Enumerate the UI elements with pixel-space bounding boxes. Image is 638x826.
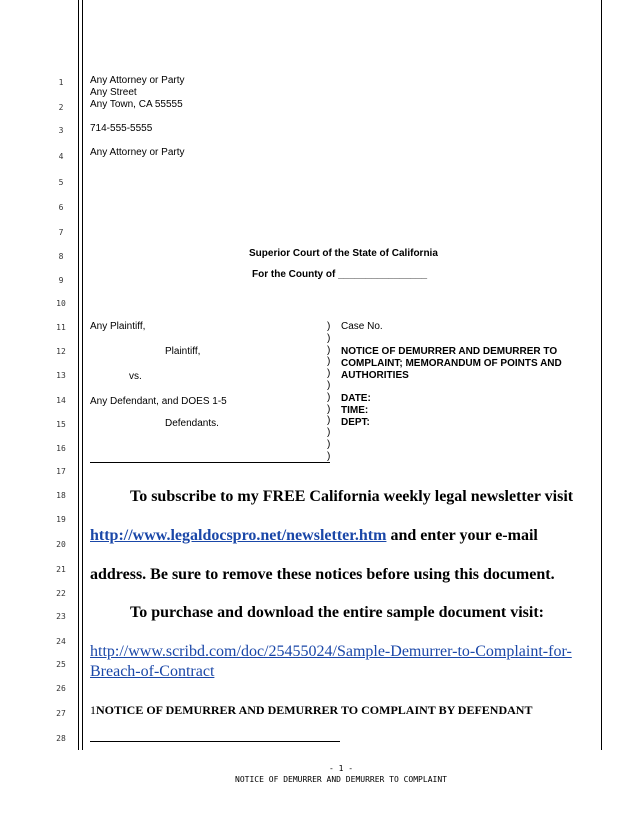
caption-bottom-rule bbox=[90, 462, 330, 463]
line-number: 23 bbox=[56, 612, 66, 621]
caption-paren: ) bbox=[327, 403, 331, 415]
court-name: Superior Court of the State of California bbox=[249, 248, 438, 259]
line-number: 7 bbox=[58, 228, 64, 237]
heading-rule bbox=[90, 741, 340, 742]
line-number: 5 bbox=[58, 178, 64, 187]
document-title-line-3: AUTHORITIES bbox=[341, 370, 409, 381]
court-county: For the County of ________________ bbox=[252, 269, 428, 280]
case-number-label: Case No. bbox=[341, 321, 383, 332]
caption-paren: ) bbox=[327, 332, 331, 344]
caption-paren: ) bbox=[327, 391, 331, 403]
line-number: 4 bbox=[58, 152, 64, 161]
attorney-representing: Any Attorney or Party bbox=[90, 147, 185, 158]
line-number: 8 bbox=[58, 252, 64, 261]
caption-plaintiff-role: Plaintiff, bbox=[165, 346, 201, 357]
line-number: 25 bbox=[56, 660, 66, 669]
line-number: 17 bbox=[56, 467, 66, 476]
attorney-phone: 714-555-5555 bbox=[90, 123, 153, 134]
footer-page-number: - 1 - bbox=[328, 764, 354, 773]
line-number: 14 bbox=[56, 396, 66, 405]
scribd-link-continued[interactable]: Breach-of-Contract bbox=[90, 663, 215, 680]
section-heading bbox=[90, 703, 532, 718]
document-title-line-1: NOTICE OF DEMURRER AND DEMURRER TO bbox=[341, 346, 558, 357]
scribd-link-line-2 bbox=[90, 663, 214, 681]
footer-title: NOTICE OF DEMURRER AND DEMURRER TO COMPLAINT bbox=[235, 775, 447, 784]
left-margin-rule-outer bbox=[78, 0, 79, 750]
newsletter-line bbox=[90, 527, 538, 545]
newsletter-link[interactable]: http://www.legaldocspro.net/newsletter.htm bbox=[90, 527, 387, 544]
line-number: 1 bbox=[58, 78, 64, 87]
line-number: 6 bbox=[58, 203, 64, 212]
line-number: 3 bbox=[58, 126, 64, 135]
caption-defendant: Any Defendant, and DOES 1-5 bbox=[90, 396, 227, 407]
attorney-city: Any Town, CA 55555 bbox=[90, 99, 183, 110]
line-number: 11 bbox=[56, 323, 66, 332]
hearing-dept-label: DEPT: bbox=[341, 417, 370, 428]
hearing-time-label: TIME: bbox=[341, 405, 369, 416]
line-number: 9 bbox=[58, 276, 64, 285]
newsletter-after-text: and enter your e-mail bbox=[386, 527, 538, 544]
caption-paren: ) bbox=[327, 344, 331, 356]
purchase-notice: To purchase and download the entire sample document visit: bbox=[130, 604, 544, 621]
caption-vs: vs. bbox=[129, 371, 142, 382]
caption-paren: ) bbox=[327, 427, 331, 439]
scribd-link-line-1 bbox=[90, 643, 572, 661]
document-title-line-2: COMPLAINT; MEMORANDUM OF POINTS AND bbox=[341, 358, 562, 369]
line-number: 10 bbox=[56, 299, 66, 308]
caption-plaintiff: Any Plaintiff, bbox=[90, 321, 146, 332]
scribd-link[interactable]: http://www.scribd.com/doc/25455024/Sample-Demurrer-to-Complaint-for- bbox=[90, 643, 572, 660]
caption-paren: ) bbox=[327, 321, 331, 332]
caption-paren: ) bbox=[327, 380, 331, 391]
caption-paren: ) bbox=[327, 368, 331, 380]
line-number: 18 bbox=[56, 491, 66, 500]
line-number: 12 bbox=[56, 347, 66, 356]
line-number: 21 bbox=[56, 565, 66, 574]
hearing-date-label: DATE: bbox=[341, 393, 371, 404]
line-number: 13 bbox=[56, 371, 66, 380]
line-number: 19 bbox=[56, 515, 66, 524]
heading-number: 1 bbox=[90, 703, 96, 717]
line-number: 2 bbox=[58, 103, 64, 112]
line-number: 28 bbox=[56, 734, 66, 743]
left-margin-rule-inner bbox=[82, 0, 83, 750]
subscribe-notice: To subscribe to my FREE California weekly legal newsletter visit bbox=[130, 488, 574, 505]
caption-paren: ) bbox=[327, 439, 331, 450]
caption-paren: ) bbox=[327, 415, 331, 427]
caption-defendant-role: Defendants. bbox=[165, 418, 219, 429]
line-number: 22 bbox=[56, 589, 66, 598]
caption-paren: ) bbox=[327, 450, 331, 462]
attorney-name: Any Attorney or Party bbox=[90, 75, 185, 86]
line-number: 24 bbox=[56, 637, 66, 646]
line-number: 16 bbox=[56, 444, 66, 453]
remove-notice: address. Be sure to remove these notices before using this document. bbox=[90, 566, 555, 583]
right-margin-rule bbox=[601, 0, 602, 750]
line-number: 15 bbox=[56, 420, 66, 429]
line-number: 26 bbox=[56, 684, 66, 693]
line-number: 20 bbox=[56, 540, 66, 549]
caption-paren: ) bbox=[327, 356, 331, 368]
line-number: 27 bbox=[56, 709, 66, 718]
heading-text: NOTICE OF DEMURRER AND DEMURRER TO COMPLAINT BY DEFENDANT bbox=[96, 703, 533, 717]
attorney-street: Any Street bbox=[90, 87, 137, 98]
